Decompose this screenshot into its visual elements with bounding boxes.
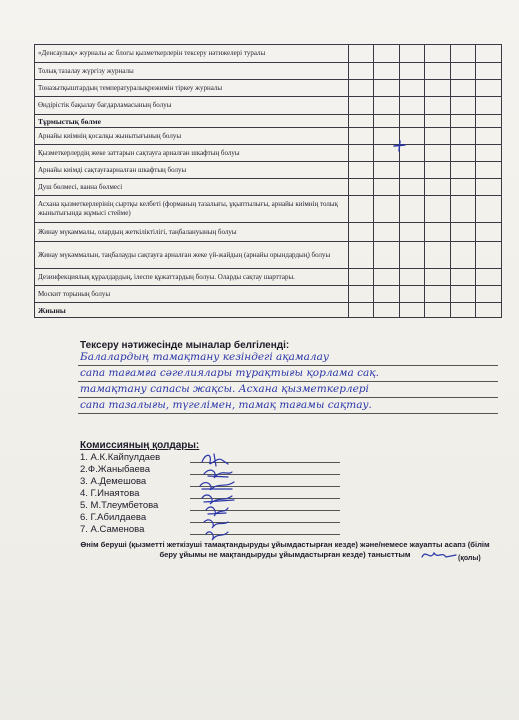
checklist-cell <box>425 286 451 303</box>
checklist-cell <box>450 63 476 80</box>
checklist-cell <box>374 196 400 223</box>
checklist-row-label: Асхана қызметкерлерінің сыртқы келбеті (форманың тазалығы, ұқыптылығы, арнайы киімнің толық жынытығында жұмысі стейме) <box>35 196 349 223</box>
commission-member: 7. А.Саменова <box>80 524 310 536</box>
findings-line: сапа тағамға сәгелиялары тұрақтығы қорлама сақ. <box>78 366 498 382</box>
acknowledgement-text: Өнім беруші (қызметті жеткізуші тамақтандыруды ұйымдастырған кезде) және/немесе жауапты асапз (білім беру ұйымы не мақтандыруды ұйымдастырған кезде) танысттым <box>80 540 490 559</box>
checklist-cell <box>425 179 451 196</box>
findings-line: Балалардың тамақтану кезіндегі ақамалау <box>78 350 498 366</box>
checklist-cell <box>348 80 374 97</box>
checklist-cell <box>348 269 374 286</box>
checklist-row <box>35 223 502 242</box>
checklist-cell <box>399 242 425 269</box>
checklist-cell <box>476 63 502 80</box>
checklist-cell <box>476 45 502 63</box>
checklist-cell <box>399 80 425 97</box>
checklist-cell <box>476 145 502 162</box>
checklist-cell <box>425 128 451 145</box>
checklist-cell <box>399 303 425 318</box>
checklist-cell <box>374 80 400 97</box>
findings-line: тамақтану сапасы жақсы. Асхана қызметкерлері <box>78 382 498 398</box>
checklist-cell <box>450 145 476 162</box>
checklist-cell <box>374 269 400 286</box>
checklist-row-label: Тұрмыстық бөлме <box>35 115 349 128</box>
handwritten-signatures <box>188 452 268 542</box>
checklist-row <box>35 145 502 162</box>
checklist-cell <box>399 162 425 179</box>
checklist-cell <box>476 97 502 115</box>
checklist-cell <box>348 286 374 303</box>
commission-member: 4. Г.Инаятова <box>80 488 310 500</box>
checklist-row-label: Толық тазалау жүргізу журналы <box>35 63 349 80</box>
checklist-cell <box>425 115 451 128</box>
checklist-cell <box>348 179 374 196</box>
checklist-cell <box>450 223 476 242</box>
checklist-cell <box>348 162 374 179</box>
checklist-cell <box>348 196 374 223</box>
checklist-cell <box>450 179 476 196</box>
checklist-cell <box>450 97 476 115</box>
checklist-row-label: Жинау мүкәммалын, таңбалауды сақтауға арналған жеке үй-жайдың (арнайы орындардың) болуы <box>35 242 349 269</box>
checklist-row <box>35 179 502 196</box>
findings-line: сапа тазалығы, түгелімен, тамақ тағамы сақтау. <box>78 398 498 414</box>
checklist-cell <box>476 128 502 145</box>
checklist-cell <box>374 97 400 115</box>
checklist-row-label: Дезинфекциялық құралдардың, ілеспе құжаттардың болуы. Оларды сақтау шарттары. <box>35 269 349 286</box>
checklist-cell <box>476 115 502 128</box>
checklist-cell <box>374 63 400 80</box>
results-title: Тексеру нәтижесінде мыналар белгіленді: <box>80 340 290 351</box>
checklist-cell <box>348 115 374 128</box>
checklist-cell <box>476 196 502 223</box>
checklist-cell <box>399 179 425 196</box>
checklist-cell <box>374 162 400 179</box>
checklist-row-label: Арнайы киімді сақтауғаарналған шкафтың болуы <box>35 162 349 179</box>
checklist-row <box>35 286 502 303</box>
checklist-cell <box>348 223 374 242</box>
checklist-cell <box>425 242 451 269</box>
checklist-row <box>35 242 502 269</box>
checklist-cell <box>450 242 476 269</box>
checklist-row <box>35 162 502 179</box>
checklist-row-label: Москит торының болуы <box>35 286 349 303</box>
checklist-cell <box>476 303 502 318</box>
inspection-checklist-table <box>34 44 502 318</box>
signature-hint: (қолы) <box>458 555 481 562</box>
commission-title: Комиссияның қолдары: <box>80 440 200 451</box>
check-mark-icon <box>393 140 407 152</box>
checklist-cell <box>374 223 400 242</box>
checklist-cell <box>348 45 374 63</box>
checklist-cell <box>425 162 451 179</box>
checklist-cell <box>348 97 374 115</box>
checklist-cell <box>399 223 425 242</box>
checklist-cell <box>425 269 451 286</box>
commission-member: 6. Г.Абилдаева <box>80 512 310 524</box>
commission-member: 2.Ф.Жаныбаева <box>80 464 310 476</box>
checklist-cell <box>374 179 400 196</box>
checklist-cell <box>425 63 451 80</box>
checklist-row-label: Душ бөлмесі, ванна бөлмесі <box>35 179 349 196</box>
checklist-cell <box>374 242 400 269</box>
checklist-cell <box>450 286 476 303</box>
checklist-row <box>35 196 502 223</box>
checklist-cell <box>399 196 425 223</box>
checklist-cell <box>374 286 400 303</box>
checklist-cell <box>476 286 502 303</box>
checklist-cell <box>425 97 451 115</box>
checklist-cell <box>374 115 400 128</box>
checklist-row <box>35 97 502 115</box>
checklist-cell <box>425 303 451 318</box>
checklist-cell <box>450 196 476 223</box>
checklist-row-label: Жинау мүкаммалы, олардың жеткіліктілігі, таңбалануының болуы <box>35 223 349 242</box>
checklist-cell <box>399 45 425 63</box>
checklist-cell <box>450 45 476 63</box>
checklist-row-label: Арнайы киімнің қосалқы жынытығының болуы <box>35 128 349 145</box>
acknowledgement-signature <box>420 547 460 563</box>
checklist-row <box>35 63 502 80</box>
checklist-row <box>35 80 502 97</box>
checklist-cell <box>348 303 374 318</box>
checklist-cell <box>476 80 502 97</box>
checklist-cell <box>450 80 476 97</box>
checklist-row-label: Өндірістік бақылау бағдарламасының болуы <box>35 97 349 115</box>
checklist-cell <box>425 223 451 242</box>
checklist-cell <box>476 242 502 269</box>
checklist-cell <box>399 286 425 303</box>
checklist-cell <box>399 115 425 128</box>
checklist-cell <box>476 179 502 196</box>
checklist-cell <box>348 63 374 80</box>
checklist-cell <box>476 162 502 179</box>
checklist-cell <box>450 115 476 128</box>
checklist-cell <box>425 145 451 162</box>
commission-member: 3. А.Демешова <box>80 476 310 488</box>
commission-member: 1. А.К.Кайпулдаев <box>80 452 310 464</box>
checklist-cell <box>348 242 374 269</box>
checklist-cell <box>374 303 400 318</box>
checklist-row <box>35 128 502 145</box>
checklist-row-label: Жиыны <box>35 303 349 318</box>
commission-member: 5. М.Тлеумбетова <box>80 500 310 512</box>
checklist-cell <box>348 128 374 145</box>
checklist-section-row <box>35 303 502 318</box>
checklist-cell <box>425 45 451 63</box>
checklist-cell <box>348 145 374 162</box>
checklist-section-row <box>35 115 502 128</box>
checklist-cell <box>476 223 502 242</box>
checklist-row-label: «Денсаулық» журналы ас блогы қызметкерлерін тексеру нәтижелері туралы <box>35 45 349 63</box>
checklist-row-label: Тоназытқыштардың температуралықрежимін тіркеу журналы <box>35 80 349 97</box>
checklist-cell <box>450 269 476 286</box>
checklist-row-label: Қызметкерлердің жеке заттарын сақтауға арналған шкафтың болуы <box>35 145 349 162</box>
checklist-cell <box>399 269 425 286</box>
checklist-cell <box>374 45 400 63</box>
handwritten-findings <box>78 350 498 414</box>
checklist-cell <box>399 63 425 80</box>
checklist-row <box>35 45 502 63</box>
checklist-cell <box>450 128 476 145</box>
checklist-cell <box>476 269 502 286</box>
checklist-cell <box>450 162 476 179</box>
checklist-cell <box>450 303 476 318</box>
checklist-cell <box>425 196 451 223</box>
checklist-row <box>35 269 502 286</box>
checklist-cell <box>399 97 425 115</box>
checklist-cell <box>425 80 451 97</box>
